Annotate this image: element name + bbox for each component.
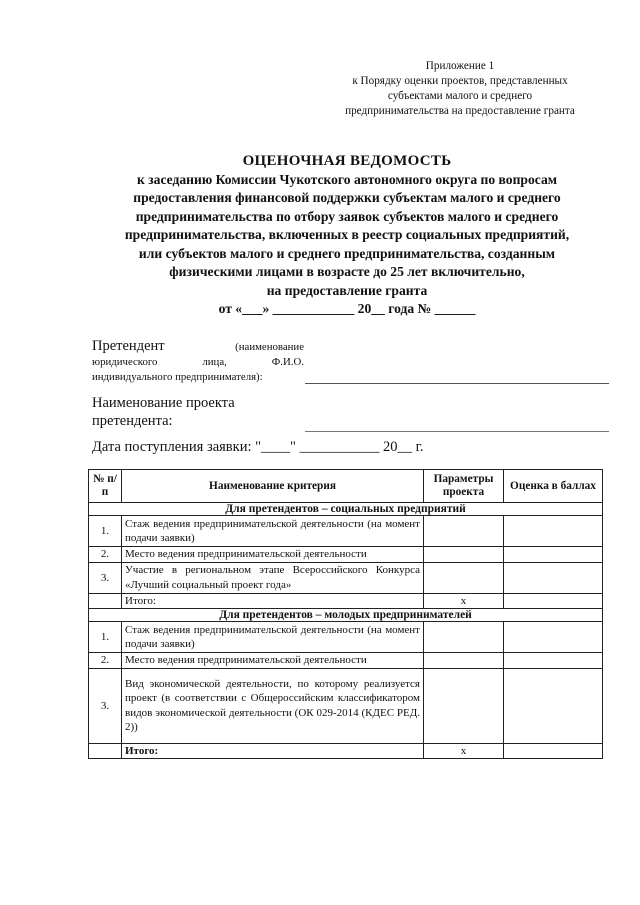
section-row	[89, 609, 603, 622]
row-criterion: Место ведения предпринимательской деятельности	[122, 547, 424, 563]
section-title: Для претендентов – социальных предприятий	[89, 503, 603, 516]
row-num: 2.	[89, 547, 122, 563]
row-params[interactable]	[424, 516, 504, 547]
table-row	[89, 547, 603, 563]
row-num: 1.	[89, 622, 122, 653]
heading-line: физическими лицами в возрасте до 25 лет включительно,	[169, 264, 525, 279]
row-score[interactable]	[504, 516, 603, 547]
total-label: Итого:	[122, 743, 424, 759]
total-row	[89, 743, 603, 759]
appendix-line-4: предпринимательства на предоставление гранта	[345, 105, 575, 117]
row-num: 1.	[89, 516, 122, 547]
applicant-label: Претендент	[92, 338, 165, 354]
heading-line: на предоставление гранта	[266, 282, 428, 298]
project-name-field	[92, 394, 235, 430]
total-score[interactable]	[504, 743, 603, 759]
heading-line: к заседанию Комиссии Чукотского автономного округа по вопросам	[136, 171, 558, 187]
applicant-hint: лица,	[202, 356, 227, 368]
section-row	[89, 503, 603, 516]
total-params: х	[424, 743, 504, 759]
table-row	[89, 622, 603, 653]
project-label-line: претендента:	[92, 413, 173, 429]
applicant-hint: индивидуального предпринимателя):	[92, 371, 263, 383]
table-row	[89, 653, 603, 669]
row-num: 3.	[89, 562, 122, 593]
heading-line: предоставления финансовой поддержки субъектам малого и среднего	[133, 190, 561, 205]
table-row	[89, 562, 603, 593]
total-score[interactable]	[504, 593, 603, 609]
criteria-table	[88, 469, 603, 759]
heading-line: предпринимательства по отбору заявок субъектов малого и среднего	[135, 208, 559, 224]
heading-date-line: от «___» ____________ 20__ года № ______	[218, 301, 476, 316]
header-name: Наименование критерия	[122, 470, 424, 503]
table-header-row	[89, 470, 603, 503]
applicant-field	[92, 338, 304, 385]
row-params[interactable]	[424, 668, 504, 743]
applicant-hint: (наименование	[235, 341, 304, 353]
applicant-hint: Ф.И.О.	[271, 356, 304, 368]
section-title: Для претендентов – молодых предпринимателей	[89, 609, 603, 622]
row-criterion: Вид экономической деятельности, по которому реализуется проект (в соответствии с Общероссийским классификатором видов экономической деятельности (ОК 029-2014 (КДЕС РЕД. 2))	[122, 668, 424, 743]
row-score[interactable]	[504, 622, 603, 653]
appendix-line-2: к Порядку оценки проектов, представленных	[352, 75, 568, 87]
row-params[interactable]	[424, 622, 504, 653]
row-score[interactable]	[504, 547, 603, 563]
header-num: № п/п	[89, 470, 122, 503]
heading-line: или субъектов малого и среднего предпринимательства, созданным	[138, 245, 556, 261]
header-score: Оценка в баллах	[504, 470, 603, 503]
row-criterion: Стаж ведения предпринимательской деятельности (на момент подачи заявки)	[122, 516, 424, 547]
row-params[interactable]	[424, 562, 504, 593]
applicant-hint: юридического	[92, 356, 158, 368]
row-criterion: Место ведения предпринимательской деятельности	[122, 653, 424, 669]
row-num: 3.	[89, 668, 122, 743]
row-criterion: Стаж ведения предпринимательской деятельности (на момент подачи заявки)	[122, 622, 424, 653]
row-score[interactable]	[504, 653, 603, 669]
project-label-line: Наименование проекта	[92, 395, 235, 411]
total-params: х	[424, 593, 504, 609]
total-row	[89, 593, 603, 609]
row-criterion: Участие в региональном этапе Всероссийского Конкурса «Лучший социальный проект года»	[122, 562, 424, 593]
appendix-line-3: субъектами малого и среднего	[387, 90, 533, 102]
application-date-line: Дата поступления заявки: "____" ___________ 20__ г.	[92, 439, 424, 455]
table-row	[89, 516, 603, 547]
row-num: 2.	[89, 653, 122, 669]
total-label: Итого:	[122, 593, 424, 609]
heading-line: предпринимательства, включенных в реестр социальных предприятий,	[124, 227, 570, 242]
table-row	[89, 668, 603, 743]
applicant-input-line[interactable]	[305, 383, 609, 384]
header-params: Параметры проекта	[424, 470, 504, 503]
row-params[interactable]	[424, 653, 504, 669]
row-score[interactable]	[504, 668, 603, 743]
project-input-line[interactable]	[305, 431, 609, 432]
document-title: ОЦЕНОЧНАЯ ВЕДОМОСТЬ	[242, 153, 452, 169]
row-score[interactable]	[504, 562, 603, 593]
appendix-line-1: Приложение 1	[425, 60, 495, 72]
appendix-note	[320, 59, 600, 119]
row-params[interactable]	[424, 547, 504, 563]
document-heading	[86, 152, 608, 319]
